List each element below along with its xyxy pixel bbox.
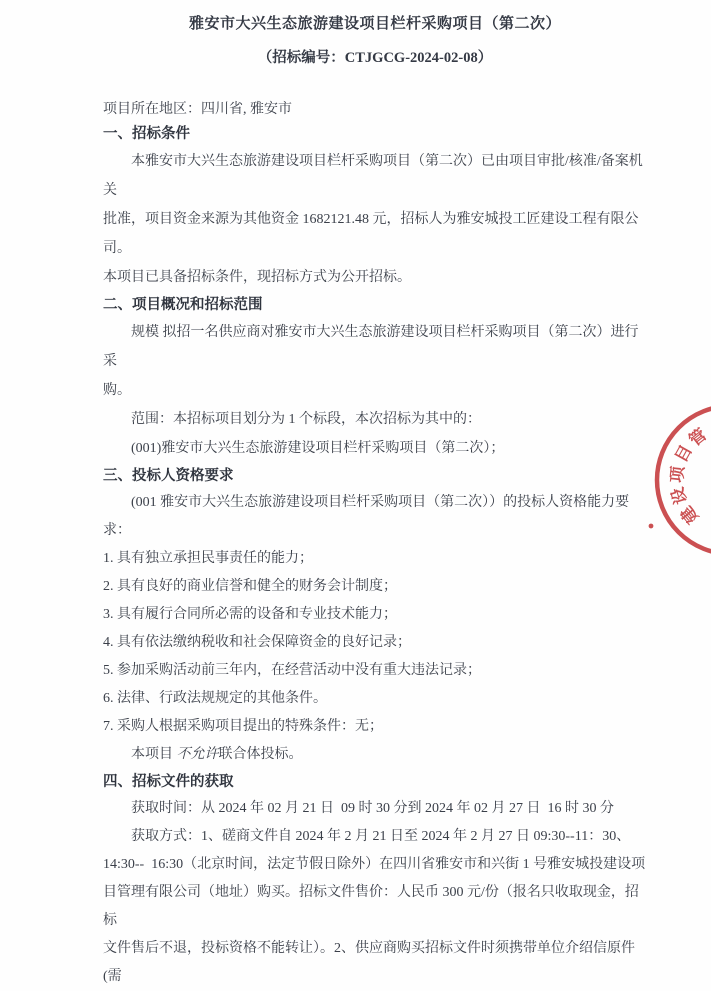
- qualification-intro: (001 雅安市大兴生态旅游建设项目栏杆采购项目（第二次））的投标人资格能力要求：: [103, 495, 630, 538]
- paragraph-line: 本雅安市大兴生态旅游建设项目栏杆采购项目（第二次）已由项目审批/核准/备案机关: [103, 154, 643, 198]
- section-1-body: [103, 147, 647, 292]
- svg-text:目: 目: [671, 441, 696, 466]
- qualification-item: 5. 参加采购活动前三年内，在经营活动中没有重大违法记录；: [103, 663, 481, 678]
- section-2-body: [103, 318, 647, 463]
- paragraph-line: 获取方式：1、磋商文件自 2024 年 2 月 21 日至 2024 年 2 月 27 日 09:30--11：30、: [131, 829, 631, 844]
- paragraph-line: 文件售后不退，投标资格不能转让）。2、供应商购买招标文件时须携带单位介绍信原件(需: [103, 941, 635, 984]
- qualification-item: 3. 具有履行合同所必需的设备和专业技术能力；: [103, 607, 397, 622]
- svg-text:设: 设: [667, 485, 691, 507]
- paragraph-line: 获取时间：从 2024 年 02 月 21 日 09 时 30 分到 2024 年 02 月 27 日 16 时 30 分: [131, 801, 614, 816]
- paragraph-line: 购。: [103, 383, 131, 398]
- paragraph-line: 14:30-- 16:30（北京时间，法定节假日除外）在四川省雅安市和兴街 1 号雅安城投建设项: [103, 857, 646, 872]
- consortium-note: [103, 741, 647, 769]
- qualification-item: 7. 采购人根据采购项目提出的特殊条件：无；: [103, 719, 383, 734]
- qualification-item: 1. 具有独立承担民事责任的能力；: [103, 551, 313, 566]
- paragraph-line: 规模 拟招一名供应商对雅安市大兴生态旅游建设项目栏杆采购项目（第二次）进行采: [103, 325, 639, 369]
- paragraph-line: (001)雅安市大兴生态旅游建设项目栏杆采购项目（第二次）；: [131, 441, 505, 456]
- document-title: 雅安市大兴生态旅游建设项目栏杆采购项目（第二次）: [188, 16, 561, 32]
- note-emphasis: 不允许: [176, 747, 219, 762]
- svg-text:建: 建: [676, 502, 703, 528]
- qualification-item: 4. 具有依法缴纳税收和社会保障资金的良好记录；: [103, 635, 411, 650]
- note-suffix: 联合体投标。: [218, 747, 303, 762]
- project-location-line: 项目所在地区：四川省, 雅安市: [103, 102, 292, 117]
- paragraph-line: 目管理有限公司（地址）购买。招标文件售价：人民币 300 元/份（报名只收取现金，招标: [103, 885, 639, 928]
- section-4-body: [103, 795, 647, 991]
- section-2-heading: 二、项目概况和招标范围: [103, 297, 263, 313]
- qualification-item: 2. 具有良好的商业信誉和健全的财务会计制度；: [103, 579, 397, 594]
- svg-text:管: 管: [685, 424, 711, 451]
- section-3-body: [103, 489, 647, 769]
- svg-text:项: 项: [667, 465, 688, 484]
- note-prefix: 本项目: [131, 747, 177, 762]
- paragraph-line: 本项目已具备招标条件，现招标方式为公开招标。: [103, 270, 411, 285]
- qualification-item: 6. 法律、行政法规规定的其他条件。: [103, 691, 327, 706]
- paragraph-line: 范围：本招标项目划分为 1 个标段，本次招标为其中的：: [131, 412, 481, 427]
- tender-number: （招标编号：CTJGCG-2024-02-08）: [257, 50, 493, 66]
- section-1-heading: 一、招标条件: [103, 126, 190, 142]
- section-4-heading: 四、招标文件的获取: [103, 774, 234, 790]
- section-3-heading: 三、投标人资格要求: [103, 468, 234, 484]
- paragraph-line: 批准，项目资金来源为其他资金 1682121.48 元，招标人为雅安城投工匠建设工程有限公司。: [103, 212, 639, 256]
